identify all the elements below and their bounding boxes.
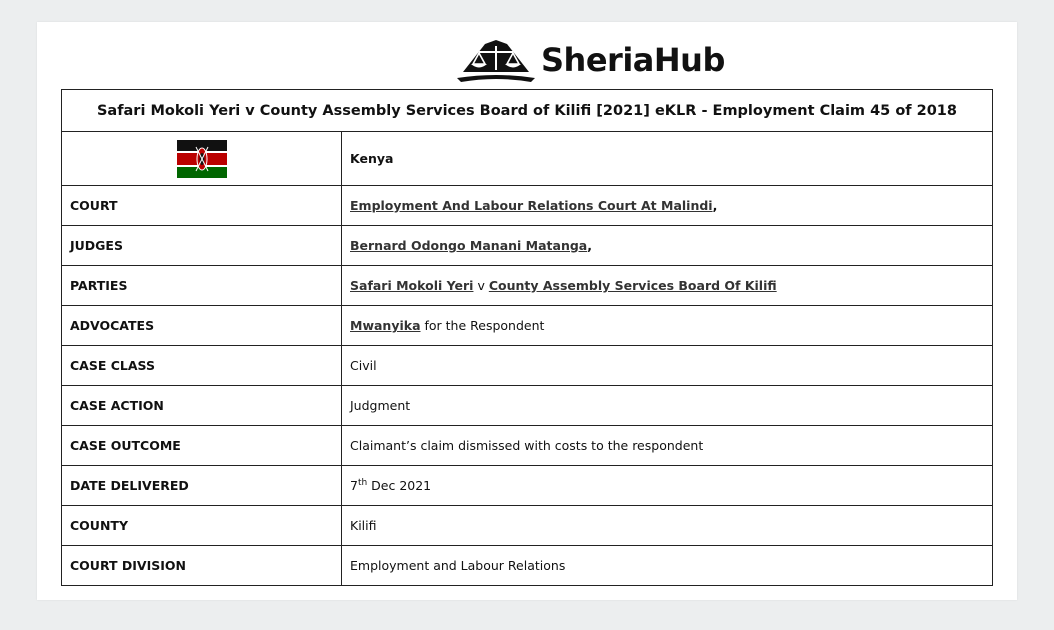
party2-link[interactable]: County Assembly Services Board Of Kilifi [488, 278, 777, 293]
advocates-value [342, 306, 993, 346]
case-action-row [62, 386, 993, 426]
brand-name: SheriaHub [541, 41, 725, 79]
advocates-label: ADVOCATES [62, 306, 342, 346]
judges-value [342, 226, 993, 266]
advocate-link[interactable]: Mwanyika [350, 318, 421, 333]
case-details-table [61, 89, 993, 586]
court-division-value: Employment and Labour Relations [342, 546, 993, 586]
date-delivered-value [342, 466, 993, 506]
country-name: Kenya [342, 132, 993, 186]
case-outcome-value: Claimant’s claim dismissed with costs to the respondent [342, 426, 993, 466]
judges-suffix: , [587, 238, 592, 253]
scales-house-icon [455, 38, 537, 82]
date-rest: Dec 2021 [367, 478, 432, 494]
court-division-label: COURT DIVISION [62, 546, 342, 586]
advocates-suffix: for the Respondent [420, 318, 545, 333]
date-ordinal: th [357, 477, 368, 488]
judges-label: JUDGES [62, 226, 342, 266]
court-division-row [62, 546, 993, 586]
court-value [342, 186, 993, 226]
country-row [62, 132, 993, 186]
date-delivered-row [62, 466, 993, 506]
title-row [62, 90, 993, 132]
court-link[interactable]: Employment And Labour Relations Court At Malindi [350, 198, 713, 213]
parties-label: PARTIES [62, 266, 342, 306]
case-class-label: CASE CLASS [62, 346, 342, 386]
county-row [62, 506, 993, 546]
party1-link[interactable]: Safari Mokoli Yeri [350, 278, 474, 293]
sheriahub-logo[interactable] [455, 38, 725, 82]
county-value: Kilifi [342, 506, 993, 546]
parties-value [342, 266, 993, 306]
case-outcome-row [62, 426, 993, 466]
county-label: COUNTY [62, 506, 342, 546]
case-action-value: Judgment [342, 386, 993, 426]
case-title: Safari Mokoli Yeri v County Assembly Services Board of Kilifi [2021] eKLR - Employment Claim 45 of 2018 [62, 90, 993, 132]
judge-link[interactable]: Bernard Odongo Manani Matanga [350, 238, 588, 253]
case-outcome-label: CASE OUTCOME [62, 426, 342, 466]
date-day: 7 [350, 478, 358, 494]
kenya-flag-icon [177, 140, 227, 178]
parties-connector: v [473, 278, 489, 293]
advocates-row [62, 306, 993, 346]
parties-row [62, 266, 993, 306]
court-suffix: , [712, 198, 718, 213]
case-action-label: CASE ACTION [62, 386, 342, 426]
flag-cell [62, 132, 342, 186]
judges-row [62, 226, 993, 266]
date-delivered-label: DATE DELIVERED [62, 466, 342, 506]
case-class-row [62, 346, 993, 386]
court-label: COURT [62, 186, 342, 226]
case-class-value: Civil [342, 346, 993, 386]
court-row [62, 186, 993, 226]
